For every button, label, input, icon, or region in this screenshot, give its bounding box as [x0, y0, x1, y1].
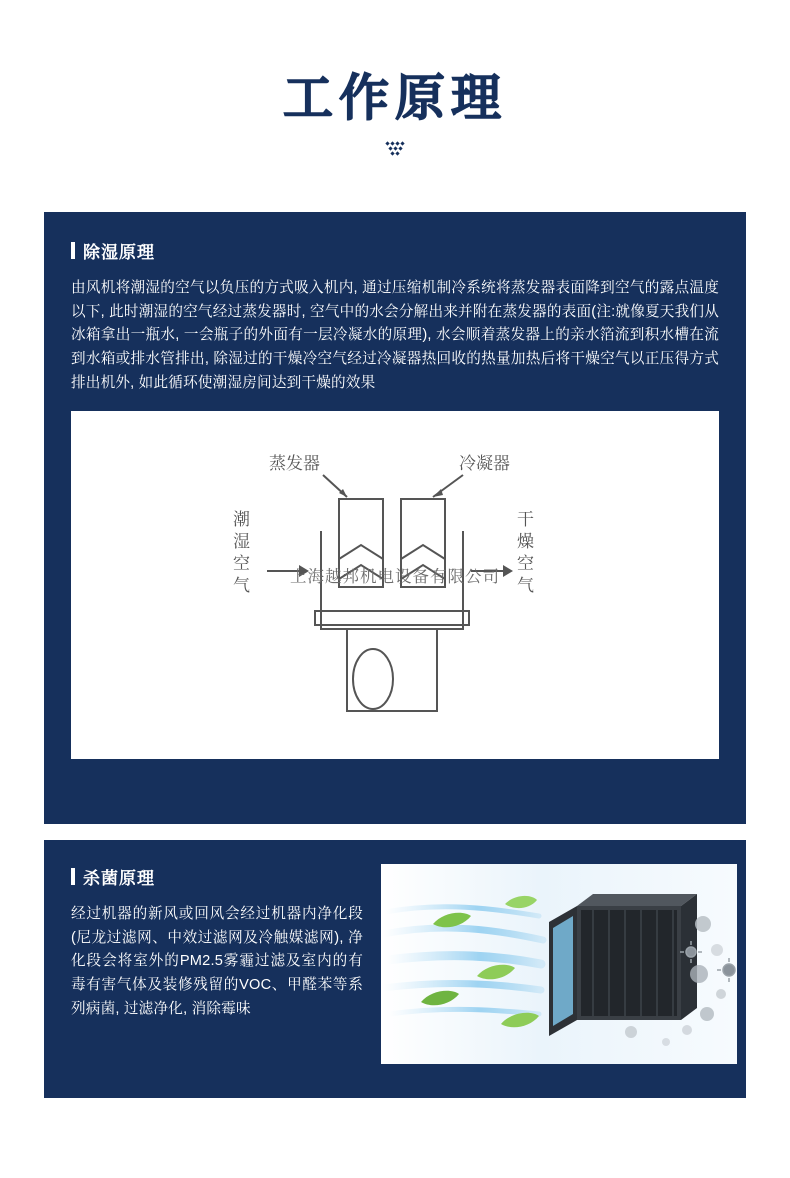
heading-accent-bar	[71, 242, 75, 259]
label-inlet-3: 空	[233, 554, 250, 575]
section-body-dehumidify: 由风机将潮湿的空气以负压的方式吸入机内, 通过压缩机制冷系统将蒸发器表面降到空气的露点温度以下, 此时潮湿的空气经过蒸发器时, 空气中的水会分解出来并附在蒸发器的表面(注:就像夏天我们从冰箱拿出一瓶水, 一会瓶子的外面有一层冷凝水的原理), 水会顺着蒸发器上的亲水箔流到积水槽在流到水箱或排水管排出, 除湿过的干燥冷空气经过冷凝器热回收的热量加热后将干燥空气以正压得方式排出机外, 如此循环使潮湿房间达到干燥的效果	[71, 280, 719, 391]
label-outlet-4: 气	[517, 576, 534, 597]
section-title-text: 除湿原理	[83, 243, 155, 262]
page-bottom-spacer	[0, 1098, 790, 1178]
page-title: 工作原理	[283, 69, 507, 127]
label-evaporator: 蒸发器	[269, 454, 320, 475]
section-title-text: 杀菌原理	[83, 869, 155, 888]
watermark-text: 上海越邦机电设备有限公司	[290, 568, 500, 587]
dehumidify-diagram	[71, 411, 719, 759]
label-inlet-4: 气	[233, 576, 250, 597]
label-inlet-1: 潮	[233, 510, 250, 531]
filter-module-illustration	[381, 864, 737, 1064]
label-condenser: 冷凝器	[459, 454, 510, 475]
section-sterilize	[44, 840, 746, 1098]
section-body-sterilize: 经过机器的新风或回风会经过机器内净化段(尼龙过滤网、中效过滤网及冷触媒滤网), 净化段会将室外的PM2.5雾霾过滤及室内的有毒有害气体及装修残留的VOC、甲醛苯等系列病菌, 过滤净化, 消除霉味	[71, 906, 363, 1017]
section-heading-sterilize	[71, 864, 363, 889]
page-header	[0, 0, 790, 190]
diamond-dots-ornament	[0, 142, 790, 160]
heading-accent-bar	[71, 868, 75, 885]
label-outlet-1: 干	[517, 510, 534, 531]
section-heading-dehumidify	[71, 238, 719, 263]
sterilize-image-column	[381, 864, 737, 1064]
label-outlet-2: 燥	[517, 532, 534, 553]
sterilize-text-column	[71, 864, 363, 1064]
label-inlet-2: 湿	[233, 532, 250, 553]
label-outlet-3: 空	[517, 554, 534, 575]
filter-module-photo	[381, 864, 737, 1064]
section-dehumidify	[44, 212, 746, 824]
sterilize-row	[71, 864, 719, 1064]
